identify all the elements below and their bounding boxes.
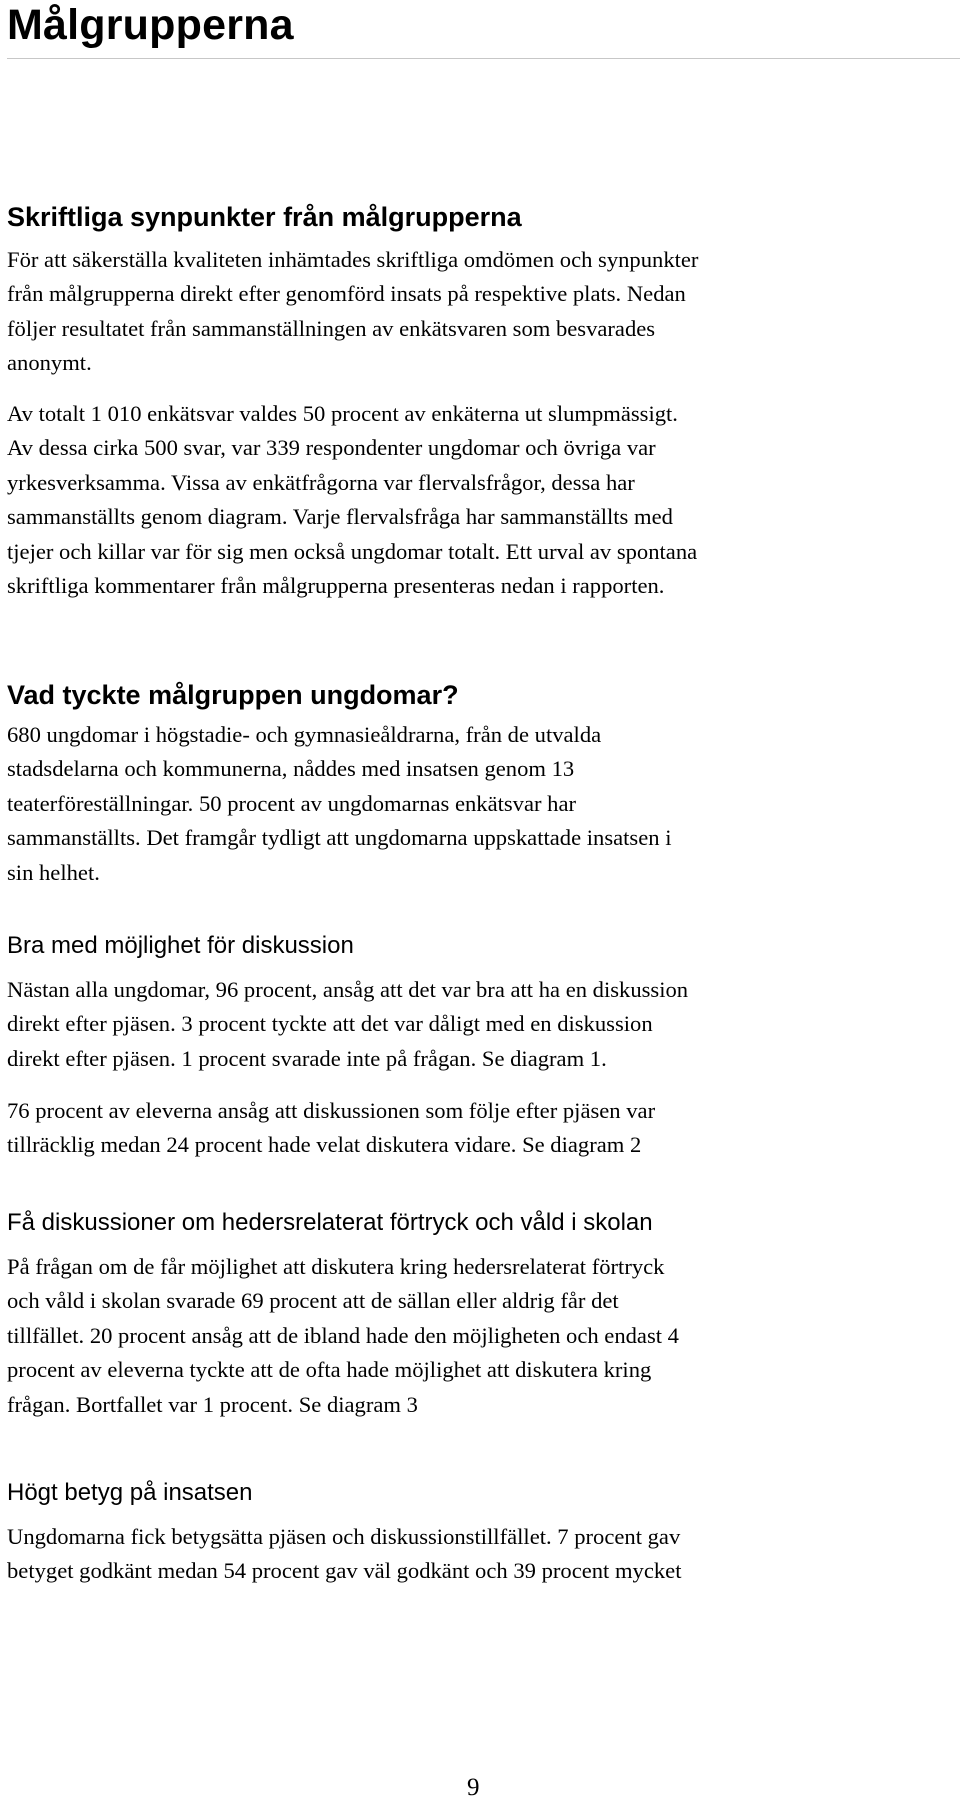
text-line: procent av eleverna tyckte att de ofta hade möjlighet att diskutera kring	[7, 1357, 652, 1383]
text-line: 680 ungdomar i högstadie- och gymnasieåldrarna, från de utvalda	[7, 722, 602, 747]
text-line: Nästan alla ungdomar, 96 procent, ansåg att det var bra att ha en diskussion	[7, 977, 689, 1002]
text-line: tillräcklig medan 24 procent hade velat diskutera vidare. Se diagram 2	[7, 1132, 642, 1158]
text-line: sammanställts genom diagram. Varje flervalsfråga har sammanställts med	[7, 504, 673, 530]
text-line: betyget godkänt medan 54 procent gav väl godkänt och 39 procent mycket	[7, 1558, 682, 1584]
paragraph-intro	[7, 243, 952, 381]
paragraph-diskussion-2	[7, 1094, 952, 1163]
paragraph-survey-summary	[7, 397, 952, 603]
text-line: Av dessa cirka 500 svar, var 339 respondenter ungdomar och övriga var	[7, 435, 656, 461]
text-line: Ungdomarna fick betygsätta pjäsen och diskussionstillfället. 7 procent gav	[7, 1524, 681, 1549]
paragraph-betyg	[7, 1520, 952, 1589]
title-divider	[7, 58, 960, 59]
text-line: skriftliga kommentarer från målgrupperna presenteras nedan i rapporten.	[7, 573, 665, 599]
text-line: sin helhet.	[7, 859, 100, 885]
text-line: direkt efter pjäsen. 1 procent svarade inte på frågan. Se diagram 1.	[7, 1045, 607, 1071]
text-line: från målgrupperna direkt efter genomförd insats på respektive plats. Nedan	[7, 281, 686, 307]
text-line: sammanställts. Det framgår tydligt att ungdomarna uppskattade insatsen i	[7, 825, 672, 851]
text-line: tjejer och killar var för sig men också ungdomar totalt. Ett urval av spontana	[7, 538, 698, 564]
text-line: anonymt.	[7, 350, 92, 376]
text-line: yrkesverksamma. Vissa av enkätfrågorna var flervalsfrågor, dessa har	[7, 469, 635, 495]
text-line: teaterföreställningar. 50 procent av ungdomarnas enkätsvar har	[7, 790, 577, 816]
text-line: direkt efter pjäsen. 3 procent tyckte att det var dåligt med en diskussion	[7, 1011, 653, 1037]
text-line: För att säkerställa kvaliteten inhämtades skriftliga omdömen och synpunkter	[7, 247, 699, 272]
text-line: frågan. Bortfallet var 1 procent. Se diagram 3	[7, 1391, 418, 1417]
page-number: 9	[467, 1774, 480, 1801]
section-heading-skriftliga-synpunkter: Skriftliga synpunkter från målgrupperna	[7, 202, 522, 232]
text-line: Av totalt 1 010 enkätsvar valdes 50 procent av enkäterna ut slumpmässigt.	[7, 401, 678, 426]
text-line: stadsdelarna och kommunerna, nåddes med insatsen genom 13	[7, 756, 575, 782]
page-title: Målgrupperna	[7, 1, 294, 49]
text-line: 76 procent av eleverna ansåg att diskussionen som följe efter pjäsen var	[7, 1098, 656, 1123]
section-heading-vad-tyckte-ungdomar: Vad tyckte målgruppen ungdomar?	[7, 680, 459, 710]
paragraph-ungdomar-intro	[7, 718, 952, 890]
paragraph-hedersrelaterat	[7, 1250, 952, 1422]
section-heading-bra-med-diskussion: Bra med möjlighet för diskussion	[7, 932, 354, 959]
section-heading-fa-diskussioner: Få diskussioner om hedersrelaterat förtryck och våld i skolan	[7, 1209, 653, 1236]
paragraph-diskussion-1	[7, 973, 952, 1076]
text-line: följer resultatet från sammanställningen av enkätsvaren som besvarades	[7, 315, 656, 341]
text-line: och våld i skolan svarade 69 procent att de sällan eller aldrig får det	[7, 1288, 619, 1314]
section-heading-hogt-betyg: Högt betyg på insatsen	[7, 1479, 253, 1506]
text-line: tillfället. 20 procent ansåg att de ibland hade den möjligheten och endast 4	[7, 1322, 679, 1348]
text-line: På frågan om de får möjlighet att diskutera kring hedersrelaterat förtryck	[7, 1254, 665, 1279]
